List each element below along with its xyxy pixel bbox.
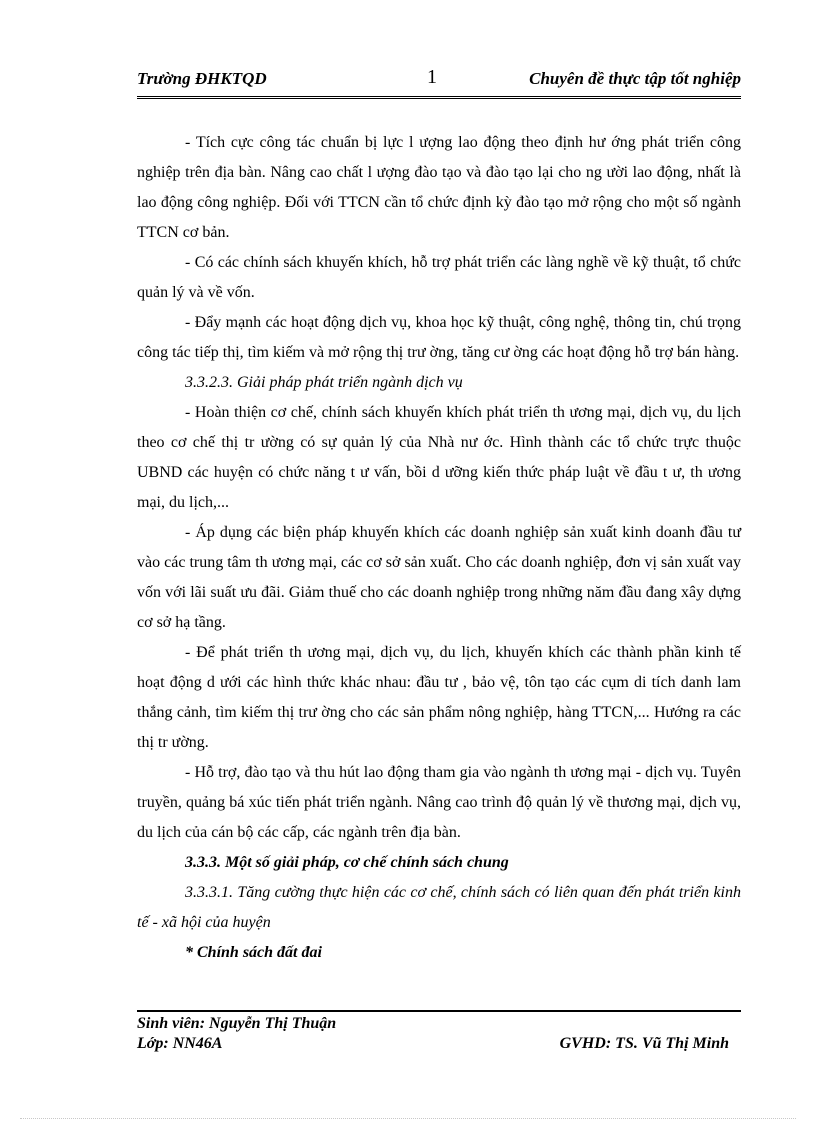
paragraph: - Hỗ trợ, đào tạo và thu hút lao động tham gia vào ngành th ương mại - dịch vụ. Tuyên truyền, quảng bá xúc tiến phát triển ngành. Nâng cao trình độ quản lý về thương mại, dịch vụ, du lịch của cán bộ các cấp, các ngành trên địa bàn. (137, 764, 741, 841)
page-header (137, 66, 741, 99)
paragraph: - Có các chính sách khuyến khích, hỗ trợ phát triển các làng nghề về kỹ thuật, tổ chức quản lý và về vốn. (137, 254, 741, 301)
paragraph: - Hoàn thiện cơ chế, chính sách khuyến khích phát triển th ương mại, dịch vụ, du lịch theo cơ chế thị tr ường có sự quản lý của Nhà nư ớc. Hình thành các tổ chức trực thuộc UBND các huyện có chức năng t ư vấn, bồi d ưỡng kiến thức pháp luật về đầu t ư, th ương mại, du lịch,... (137, 404, 741, 511)
paragraph: - Áp dụng các biện pháp khuyến khích các doanh nghiệp sản xuất kinh doanh đầu tư vào các trung tâm th ương mại, các cơ sở sản xuất. Cho các doanh nghiệp, đơn vị sản xuất vay vốn với lãi suất ưu đãi. Giảm thuế cho các doanh nghiệp trong những năm đầu đang xây dựng cơ sở hạ tầng. (137, 524, 741, 631)
page-number: 1 (427, 66, 437, 88)
footer-student: Sinh viên: Nguyễn Thị Thuận (137, 1015, 337, 1032)
bullet-heading: * Chính sách đất đai (185, 944, 322, 961)
paragraph: - Tích cực công tác chuẩn bị lực l ượng lao động theo định hư ớng phát triển công nghiệp trên địa bàn. Nâng cao chất l ượng đào tạo và đào tạo lại cho ng ười lao động, nhất là lao động công nghiệp. Đối với TTCN cần tổ chức định kỳ đào tạo mở rộng cho một số ngành TTCN cơ bản. (137, 134, 741, 241)
page-edge-divider (20, 1118, 796, 1119)
section-heading: 3.3.2.3. Giải pháp phát triển ngành dịch vụ (185, 374, 463, 391)
document-body (137, 128, 741, 968)
section-heading: 3.3.3. Một số giải pháp, cơ chế chính sách chung (185, 854, 509, 871)
paragraph: - Đẩy mạnh các hoạt động dịch vụ, khoa học kỹ thuật, công nghệ, thông tin, chú trọng công tác tiếp thị, tìm kiếm và mở rộng thị trư ờng, tăng cư ờng các hoạt động hỗ trợ bán hàng. (137, 314, 741, 361)
footer-row (137, 1035, 741, 1057)
header-title: Chuyên đề thực tập tốt nghiệp (529, 69, 741, 88)
paragraph: - Để phát triển th ương mại, dịch vụ, du lịch, khuyến khích các thành phần kinh tế hoạt động d ưới các hình thức khác nhau: đầu tư , bảo vệ, tôn tạo các cụm di tích danh lam thắng cảnh, tìm kiếm thị trư ờng cho các sản phẩm nông nghiệp, hàng TTCN,... Hướng ra các thị tr ường. (137, 644, 741, 751)
footer-divider (137, 1010, 741, 1012)
header-school: Trường ĐHKTQD (137, 69, 267, 88)
subsection-heading: 3.3.3.1. Tăng cường thực hiện các cơ chế, chính sách có liên quan đến phát triển kinh tế - xã hội của huyện (137, 884, 741, 931)
footer-class: Lớp: NN46A (137, 1035, 223, 1052)
footer-supervisor: GVHD: TS. Vũ Thị Minh (559, 1035, 729, 1052)
